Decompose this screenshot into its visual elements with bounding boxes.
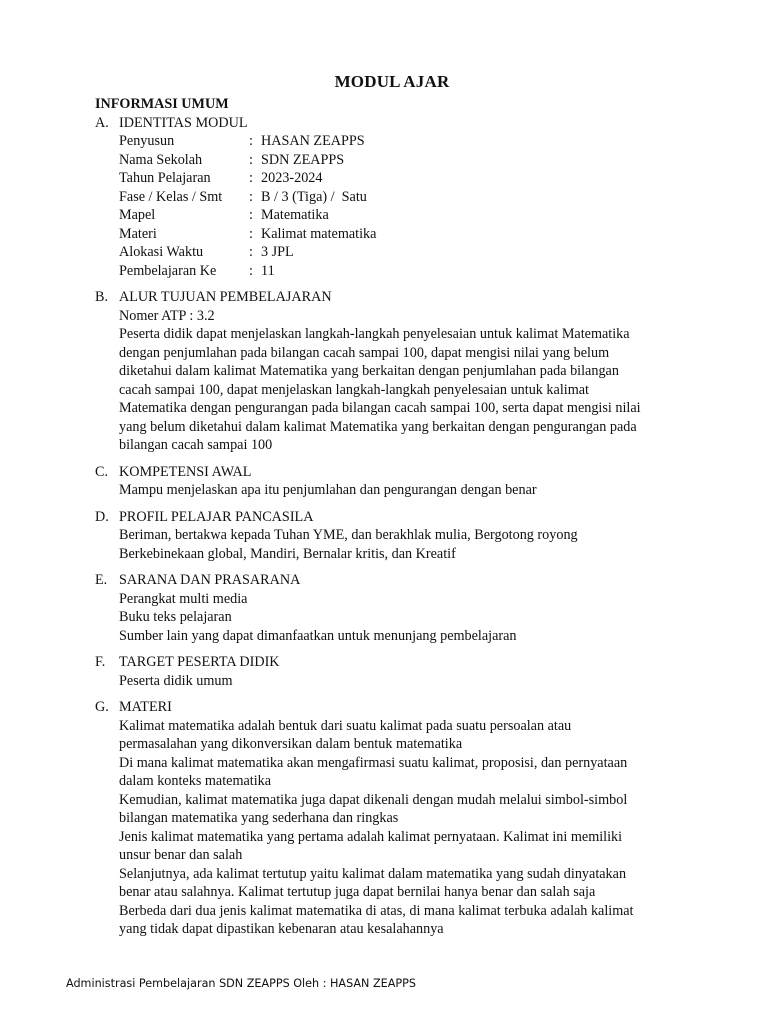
identity-value: B / 3 (Tiga) / Satu bbox=[261, 188, 367, 205]
document-title: MODUL AJAR bbox=[334, 72, 450, 91]
section-sarana-dan-prasarana bbox=[95, 571, 695, 645]
identity-separator: : bbox=[249, 225, 253, 242]
section-identitas-modul bbox=[95, 114, 695, 281]
identity-value: 11 bbox=[261, 262, 275, 279]
text-line: Peserta didik umum bbox=[119, 672, 233, 689]
identity-row bbox=[119, 169, 695, 188]
text-line: diketahui dalam kalimat Matematika yang berkaitan dengan penjumlahan pada bilangan bbox=[119, 363, 619, 379]
text-line: Selanjutnya, ada kalimat tertutup yaitu kalimat dalam matematika yang sudah dinyatakan bbox=[119, 865, 627, 882]
identity-value: 2023-2024 bbox=[261, 170, 323, 186]
sections-container bbox=[95, 288, 695, 939]
identity-row bbox=[119, 206, 695, 225]
text-line: dengan penjumlahan pada bilangan cacah sampai 100, dapat mengisi nilai yang belum bbox=[119, 344, 610, 361]
text-line: Beriman, bertakwa kepada Tuhan YME, dan berakhlak mulia, Bergotong royong bbox=[119, 527, 578, 543]
text-line: Kalimat matematika adalah bentuk dari suatu kalimat pada suatu persoalan atau bbox=[119, 717, 572, 734]
section-body bbox=[95, 526, 695, 563]
section-body bbox=[95, 307, 695, 455]
text-line: yang belum diketahui dalam kalimat Matematika yang berkaitan dengan pengurangan pada bbox=[119, 418, 637, 435]
identity-separator: : bbox=[249, 170, 253, 186]
identity-value: SDN ZEAPPS bbox=[261, 151, 345, 168]
identity-separator: : bbox=[249, 207, 253, 223]
text-line: bilangan cacah sampai 100 bbox=[119, 437, 273, 453]
text-line: yang tidak dapat dipastikan kebenaran atau kesalahannya bbox=[119, 921, 444, 937]
section-heading-informasi-umum: INFORMASI UMUM bbox=[95, 96, 229, 112]
section-title: PROFIL PELAJAR PANCASILA bbox=[119, 508, 314, 525]
text-line: benar atau salahnya. Kalimat tertutup juga dapat bernilai hanya benar dan salah saja bbox=[119, 884, 596, 900]
text-line: unsur benar dan salah bbox=[119, 847, 243, 863]
identity-row bbox=[119, 188, 695, 207]
text-line: Berbeda dari dua jenis kalimat matematika di atas, di mana kalimat terbuka adalah kalimat bbox=[119, 902, 634, 919]
identity-separator: : bbox=[249, 188, 253, 205]
page-footer: Administrasi Pembelajaran SDN ZEAPPS Oleh : HASAN ZEAPPS bbox=[66, 977, 416, 990]
text-line: Nomer ATP : 3.2 bbox=[119, 307, 215, 324]
section-body bbox=[95, 672, 695, 691]
text-line: permasalahan yang dikonversikan dalam bentuk matematika bbox=[119, 736, 463, 752]
identity-label: Tahun Pelajaran bbox=[119, 170, 211, 186]
section-title: MATERI bbox=[119, 699, 172, 715]
text-line: Matematika dengan pengurangan pada bilangan cacah sampai 100, serta dapat mengisi nilai bbox=[119, 400, 641, 416]
identity-label: Fase / Kelas / Smt bbox=[119, 188, 223, 205]
text-line: Mampu menjelaskan apa itu penjumlahan dan pengurangan dengan benar bbox=[119, 482, 537, 498]
identity-value: Kalimat matematika bbox=[261, 225, 377, 242]
section-letter: G. bbox=[95, 699, 109, 715]
section-letter: D. bbox=[95, 508, 109, 525]
identity-row bbox=[119, 132, 695, 151]
text-line: Sumber lain yang dapat dimanfaatkan untuk menunjang pembelajaran bbox=[119, 627, 517, 644]
text-line: Kemudian, kalimat matematika juga dapat dikenali dengan mudah melalui simbol-simbol bbox=[119, 791, 628, 808]
identity-value: 3 JPL bbox=[261, 244, 294, 260]
section-title: TARGET PESERTA DIDIK bbox=[119, 654, 280, 670]
section-title: SARANA DAN PRASARANA bbox=[119, 572, 301, 588]
text-line: Jenis kalimat matematika yang pertama adalah kalimat pernyataan. Kalimat ini memiliki bbox=[119, 828, 623, 845]
text-line: Di mana kalimat matematika akan mengafirmasi suatu kalimat, proposisi, dan pernyataan bbox=[119, 754, 628, 771]
identity-separator: : bbox=[249, 244, 253, 260]
text-line: Peserta didik dapat menjelaskan langkah-langkah penyelesaian untuk kalimat Matematika bbox=[119, 326, 630, 342]
section-letter: B. bbox=[95, 289, 109, 305]
identity-row bbox=[119, 225, 695, 244]
text-line: Buku teks pelajaran bbox=[119, 609, 232, 625]
text-line: dalam konteks matematika bbox=[119, 773, 272, 789]
identity-label: Pembelajaran Ke bbox=[119, 262, 217, 279]
text-line: Berkebinekaan global, Mandiri, Bernalar kritis, dan Kreatif bbox=[119, 545, 456, 562]
section-body bbox=[95, 481, 695, 500]
section-profil-pelajar-pancasila bbox=[95, 508, 695, 564]
section-title: ALUR TUJUAN PEMBELAJARAN bbox=[119, 289, 332, 305]
identity-row bbox=[119, 151, 695, 170]
section-letter: E. bbox=[95, 572, 108, 588]
identity-separator: : bbox=[249, 133, 253, 149]
section-letter: A. bbox=[95, 114, 109, 131]
text-line: cacah sampai 100, dapat menjelaskan langkah-langkah penyelesaian untuk kalimat bbox=[119, 381, 589, 398]
section-alur-tujuan-pembelajaran bbox=[95, 288, 695, 455]
text-line: Perangkat multi media bbox=[119, 590, 248, 607]
section-letter: C. bbox=[95, 463, 109, 480]
section-materi bbox=[95, 698, 695, 939]
section-target-peserta-didik bbox=[95, 653, 695, 690]
section-title: KOMPETENSI AWAL bbox=[119, 463, 252, 480]
identity-label: Mapel bbox=[119, 207, 156, 223]
identity-label: Penyusun bbox=[119, 133, 175, 149]
section-body bbox=[95, 590, 695, 646]
identity-value: HASAN ZEAPPS bbox=[261, 133, 365, 149]
identity-value: Matematika bbox=[261, 207, 329, 223]
identity-label: Alokasi Waktu bbox=[119, 244, 204, 260]
section-title: IDENTITAS MODUL bbox=[119, 114, 248, 131]
identity-separator: : bbox=[249, 151, 253, 168]
document-body bbox=[95, 95, 695, 939]
section-letter: F. bbox=[95, 654, 106, 670]
text-line: bilangan matematika yang sederhana dan ringkas bbox=[119, 810, 399, 826]
identity-label: Nama Sekolah bbox=[119, 151, 203, 168]
identity-row bbox=[119, 243, 695, 262]
identity-label: Materi bbox=[119, 225, 157, 242]
identity-separator: : bbox=[249, 262, 253, 279]
identity-table bbox=[95, 132, 695, 280]
identity-row bbox=[119, 262, 695, 281]
section-kompetensi-awal bbox=[95, 463, 695, 500]
section-body bbox=[95, 717, 695, 939]
